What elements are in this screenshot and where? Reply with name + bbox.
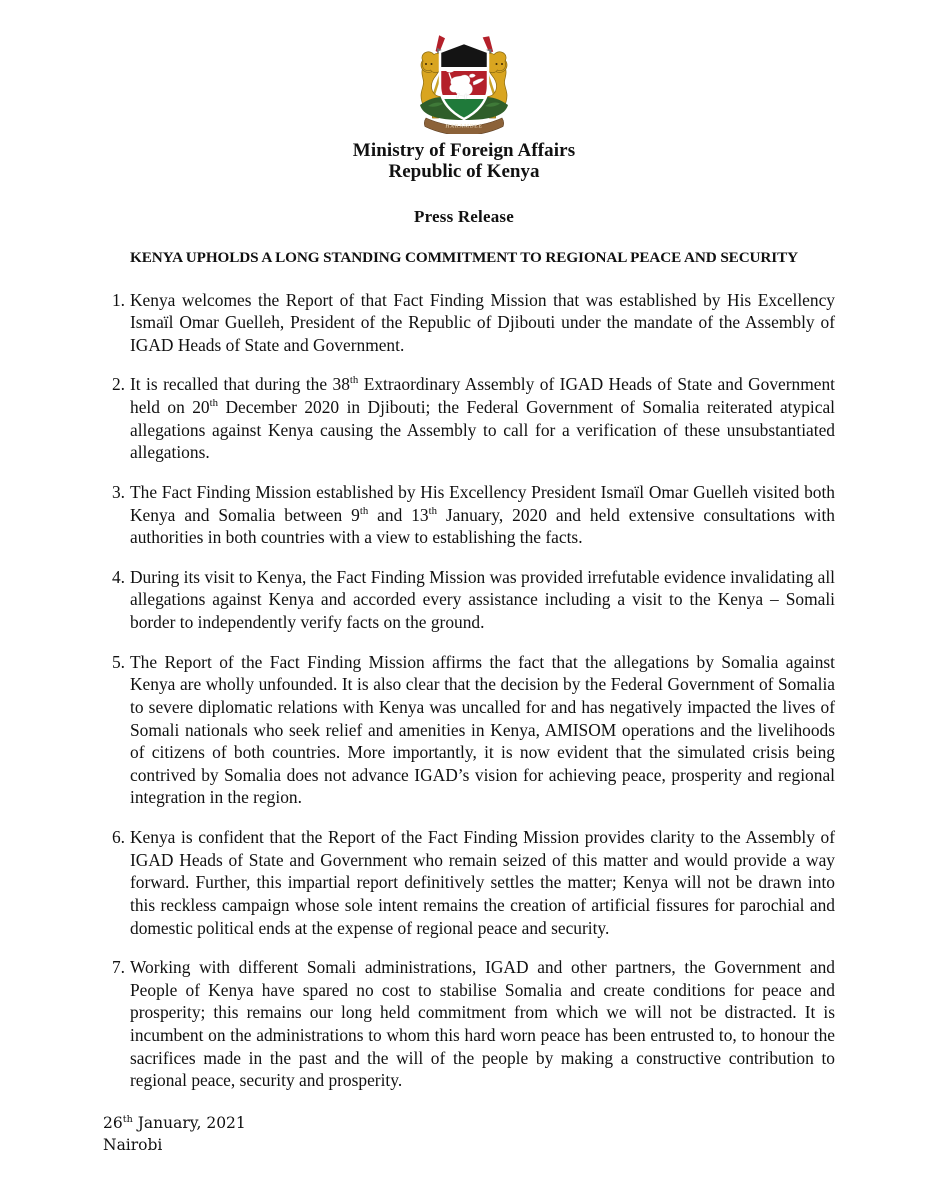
- clause-ordinal-suffix: th: [428, 504, 437, 517]
- organization-name-line1: Ministry of Foreign Affairs: [352, 140, 576, 161]
- clause-ordinal-suffix: th: [359, 504, 369, 517]
- list-item: [95, 481, 835, 549]
- clause-number: 2.: [111, 374, 125, 395]
- release-date-day: 26: [103, 1114, 123, 1132]
- clause-text: Extraordinary Assembly of IGAD Heads of State and Government held on 20: [130, 374, 835, 418]
- clause-text: Working with different Somali administrations, IGAD and other partners, the Government and People of Kenya have spared no cost to stabilise Somalia and create conditions for peace and prosperity; this remains our long held commitment from which we will not be distracted. It is incumbent on the administrations to whom this hard worn peace has been entrusted to, to honour the sacrifices made in the past and the will of the people by making a constructive contribution to regional peace, security and prosperity.: [130, 957, 835, 1091]
- list-item: [95, 651, 835, 809]
- clause-list: [95, 289, 835, 1092]
- release-place: Nairobi: [103, 1136, 163, 1154]
- release-date-rest: January, 2021: [132, 1114, 246, 1132]
- document-footer: [103, 1112, 246, 1156]
- clause-number: 3.: [111, 481, 125, 502]
- clause-text: Kenya is confident that the Report of the Fact Finding Mission provides clarity to the Assembly of IGAD Heads of State and Government who remain seized of this matter and would provide a way forward. Further, this impartial report definitively settles the matter; Kenya will not be drawn into this reckless campaign whose sole intent remains the creation of artificial fissures for parochial and domestic political ends at the expense of regional peace and security.: [130, 827, 835, 938]
- list-item: [95, 956, 835, 1092]
- list-item: [95, 373, 835, 464]
- kenya-coat-of-arms-icon: [405, 30, 523, 134]
- masthead: [0, 0, 928, 183]
- clause-number: 5.: [111, 651, 125, 672]
- list-item: [95, 289, 835, 357]
- clause-ordinal-suffix: th: [209, 397, 218, 410]
- list-item: [95, 566, 835, 634]
- clause-number: 4.: [111, 566, 125, 587]
- document-kind: Press Release: [413, 206, 514, 226]
- clause-text: The Report of the Fact Finding Mission affirms the fact that the allegations by Somalia against Kenya are wholly unfounded. It is also clear that the decision by the Federal Government of Somalia to severe diplomatic relations with Kenya was uncalled for and has negatively impacted the lives of Somali nationals who seek relief and amenities in Kenya, AMISOM operations and the livelihoods of citizens of both countries. More importantly, it is now evident that the simulated crisis being contrived by Somalia does not advance IGAD’s vision for achieving peace, prosperity and regional integration in the region.: [130, 651, 835, 808]
- clause-number: 7.: [111, 957, 125, 978]
- clause-text: January, 2020 and held extensive consultations with authorities in both countries with a view to establishing the facts.: [130, 504, 836, 548]
- page-title: KENYA UPHOLDS A LONG STANDING COMMITMENT TO REGIONAL PEACE AND SECURITY: [129, 248, 799, 266]
- clause-text: It is recalled that during the 38: [130, 374, 350, 395]
- clause-text: Kenya welcomes the Report of that Fact Finding Mission that was established by His Excellency Ismaïl Omar Guelleh, President of the Republic of Djibouti under the mandate of the Assembly of IGAD Heads of State and Government.: [130, 289, 835, 355]
- release-date: [103, 1114, 246, 1132]
- list-item: [95, 826, 835, 939]
- clause-text: During its visit to Kenya, the Fact Finding Mission was provided irrefutable evidence invalidating all allegations against Kenya and accorded every assistance including a visit to the Kenya – Somali border to independently verify facts on the ground.: [130, 566, 835, 633]
- clause-text: December 2020 in Djibouti; the Federal Government of Somalia reiterated atypical allegations against Kenya causing the Assembly to call for a verification of these unsubstantiated allegations.: [130, 397, 835, 463]
- clause-number: 1.: [111, 289, 125, 310]
- release-date-ordinal: th: [122, 1113, 133, 1125]
- clause-text: The Fact Finding Mission established by His Excellency President Ismaïl Omar Guelleh visited both Kenya and Somalia between 9: [130, 481, 835, 525]
- organization-name-line2: Republic of Kenya: [388, 161, 540, 183]
- clause-ordinal-suffix: th: [349, 374, 359, 387]
- clause-text: and 13: [368, 504, 429, 525]
- clause-number: 6.: [111, 827, 125, 848]
- crest-motto-text: HARAMBEE: [445, 123, 483, 130]
